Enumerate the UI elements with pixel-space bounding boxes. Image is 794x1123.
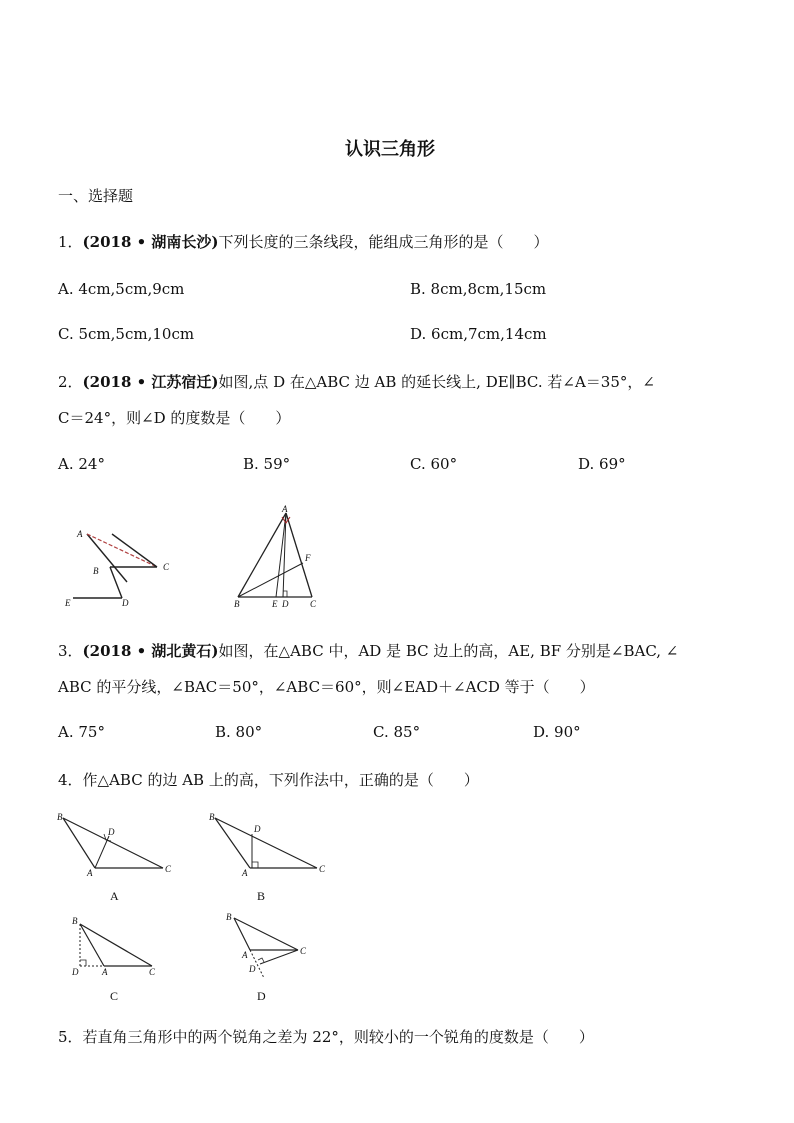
label-a: A <box>242 868 248 878</box>
option-a[interactable]: A. 4cm,5cm,9cm <box>58 280 185 298</box>
question-5 <box>58 1026 594 1048</box>
question-number: 5． <box>58 1028 83 1046</box>
question-3-line2: ABC 的平分线，∠BAC＝50°，∠ABC＝60°，则∠EAD＋∠ACD 等于（ ） <box>58 678 595 696</box>
label-a: A <box>242 950 248 960</box>
label-c: C <box>300 946 307 956</box>
page-title: 认识三角形 <box>345 139 435 160</box>
option-c[interactable]: C. 5cm,5cm,10cm <box>58 325 195 343</box>
caption-b: B <box>257 889 266 903</box>
label-c: C <box>149 967 156 977</box>
option-d[interactable]: D. 6cm,7cm,14cm <box>410 325 547 343</box>
option-d[interactable]: D. 69° <box>578 455 626 473</box>
question-1 <box>58 231 549 253</box>
label-a: A <box>102 967 108 977</box>
question-3 <box>58 640 678 662</box>
label-b: B <box>226 912 232 922</box>
label-a: A <box>282 504 288 514</box>
option-b[interactable]: B. 59° <box>243 455 291 473</box>
question-source: (2018 • 湖南长沙) <box>82 233 219 251</box>
label-c: C <box>165 864 172 874</box>
label-d: D <box>249 964 256 974</box>
q4-figure-c <box>60 910 170 982</box>
q4-figure-a <box>55 810 180 880</box>
label-d: D <box>108 827 115 837</box>
caption-c: C <box>110 989 119 1003</box>
question-2-line2: C＝24°，则∠D 的度数是（ ） <box>58 409 291 427</box>
label-a: A <box>87 868 93 878</box>
option-c[interactable]: C. 85° <box>373 723 421 741</box>
option-b[interactable]: B. 80° <box>215 723 263 741</box>
label-d: D <box>254 824 261 834</box>
label-d: D <box>122 598 129 608</box>
question-number: 4． <box>58 771 83 789</box>
label-b: B <box>93 566 99 576</box>
label-e: E <box>65 598 71 608</box>
question-number: 1． <box>58 233 83 251</box>
question-2 <box>58 371 655 393</box>
question-source: (2018 • 湖北黄石) <box>82 642 219 660</box>
question-number: 2． <box>58 373 83 391</box>
label-d: D <box>72 967 79 977</box>
label-b: B <box>57 812 63 822</box>
caption-a: A <box>110 889 119 903</box>
option-b[interactable]: B. 8cm,8cm,15cm <box>410 280 547 298</box>
label-b: B <box>234 599 240 609</box>
question-text: 如图,点 D 在△ABC 边 AB 的延长线上, DE∥BC. 若∠A＝35°，∠ <box>218 373 655 391</box>
question-number: 3． <box>58 642 83 660</box>
option-a[interactable]: A. 24° <box>58 455 105 473</box>
label-a: A <box>77 529 83 539</box>
label-c: C <box>310 599 317 609</box>
label-c: C <box>163 562 170 572</box>
section-heading: 一、选择题 <box>58 187 134 205</box>
question-source: (2018 • 江苏宿迁) <box>82 373 219 391</box>
q2-figure <box>55 520 185 615</box>
question-text: 若直角三角形中的两个锐角之差为 22°，则较小的一个锐角的度数是（ ） <box>82 1028 594 1046</box>
question-4 <box>58 769 479 791</box>
label-c: C <box>319 864 326 874</box>
label-d: D <box>282 599 289 609</box>
label-f: F <box>305 553 311 563</box>
caption-d: D <box>257 989 266 1003</box>
label-b: B <box>72 916 78 926</box>
question-text: 下列长度的三条线段，能组成三角形的是（ ） <box>218 233 549 251</box>
question-text: 作△ABC 的边 AB 上的高，下列作法中，正确的是（ ） <box>82 771 479 789</box>
option-c[interactable]: C. 60° <box>410 455 458 473</box>
question-text: 如图，在△ABC 中，AD 是 BC 边上的高，AE, BF 分别是∠BAC, ∠ <box>218 642 679 660</box>
option-d[interactable]: D. 90° <box>533 723 581 741</box>
option-a[interactable]: A. 75° <box>58 723 105 741</box>
q3-figure <box>230 505 330 615</box>
q4-figure-d <box>220 908 320 988</box>
label-e: E <box>272 599 278 609</box>
label-b: B <box>209 812 215 822</box>
q4-figure-b <box>205 810 330 880</box>
